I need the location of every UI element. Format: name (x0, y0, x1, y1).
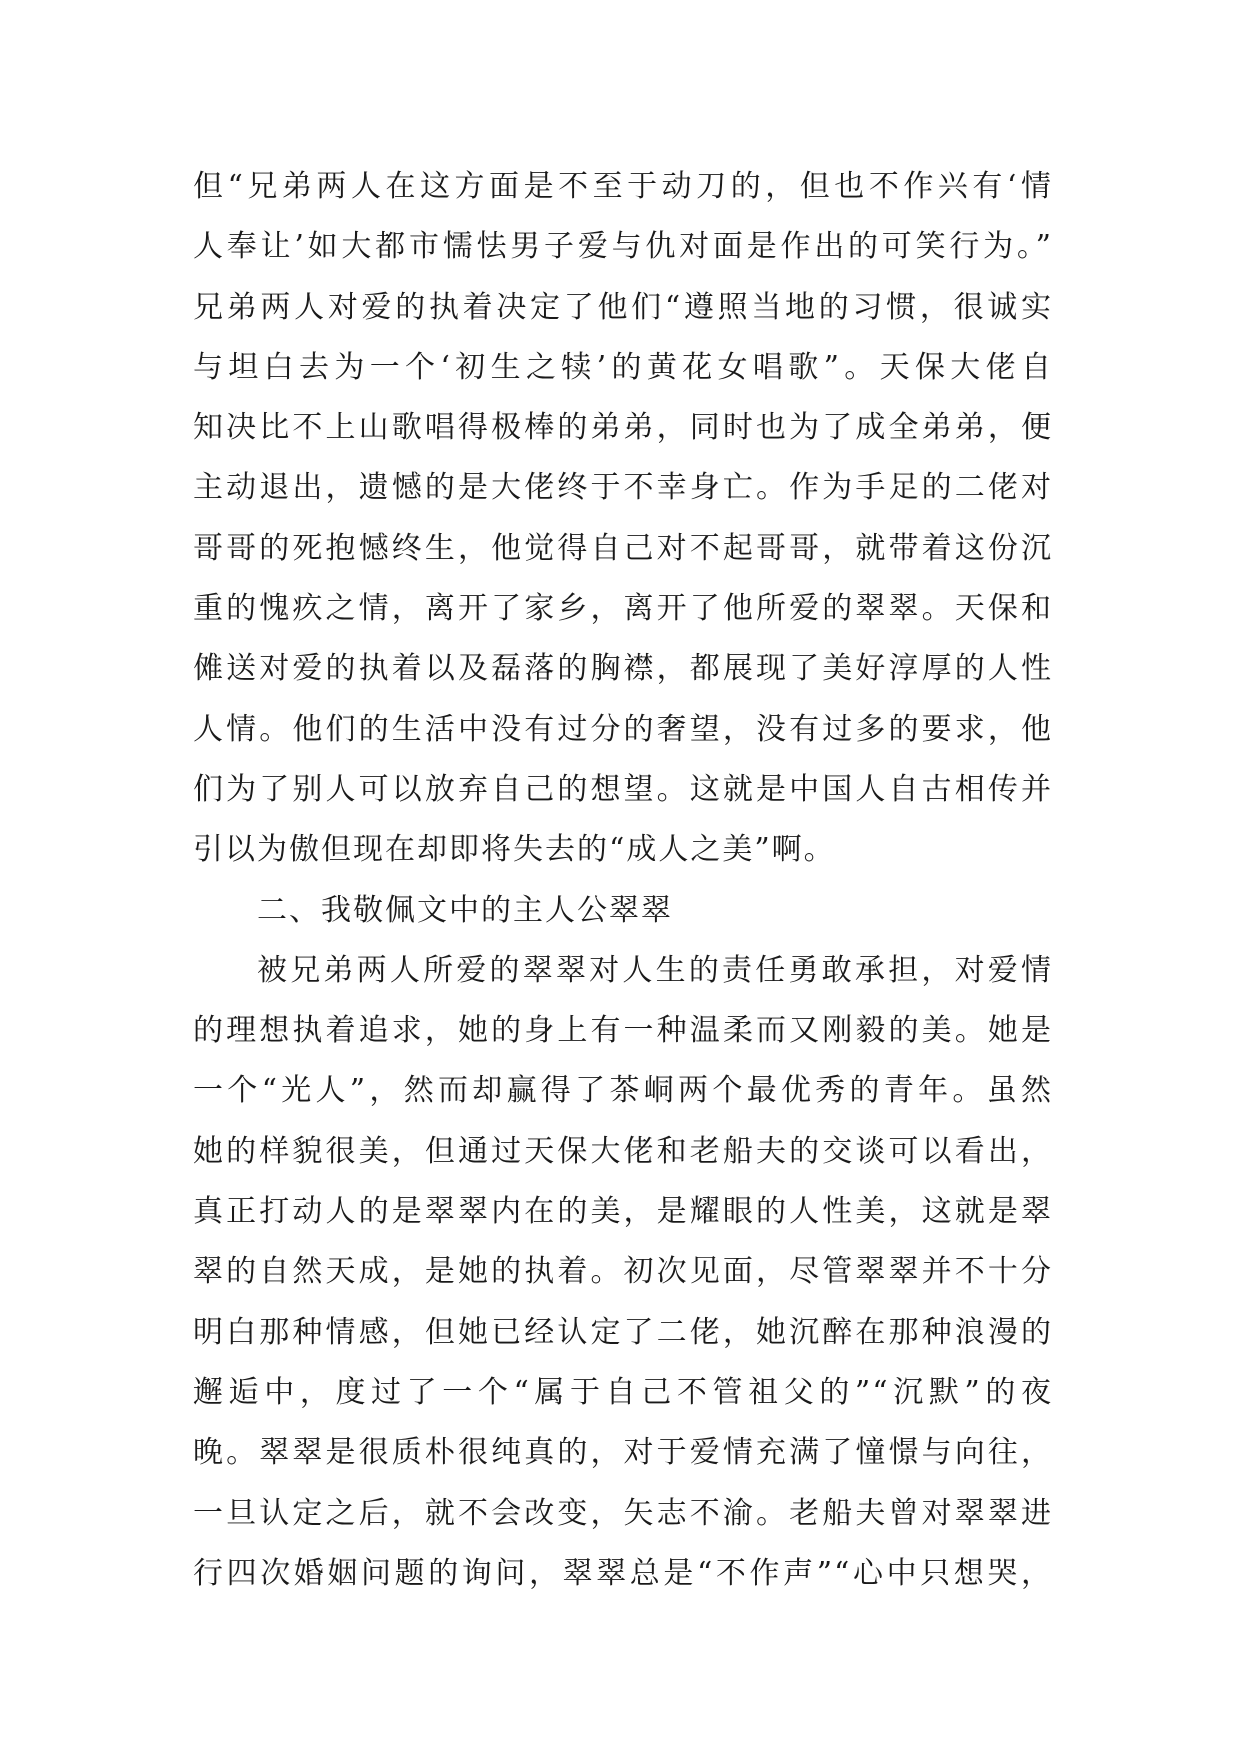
text-line: 一个“光人”，然而却赢得了茶峒两个最优秀的青年。虽然 (193, 1073, 1053, 1109)
text-line: 行四次婚姻问题的询问，翠翠总是“不作声”“心中只想哭， (193, 1555, 1053, 1591)
text-line: 邂逅中，度过了一个“属于自己不管祖父的”“沉默”的夜 (193, 1374, 1053, 1410)
text-line: 哥哥的死抱憾终生，他觉得自己对不起哥哥，就带着这份沉 (193, 530, 1053, 566)
text-line: 主动退出，遗憾的是大佬终于不幸身亡。作为手足的二佬对 (193, 470, 1053, 506)
text-line: 明白那种情感，但她已经认定了二佬，她沉醉在那种浪漫的 (193, 1314, 1053, 1350)
text-line: 真正打动人的是翠翠内在的美，是耀眼的人性美，这就是翠 (193, 1194, 1053, 1230)
text-line: 翠的自然天成，是她的执着。初次见面，尽管翠翠并不十分 (193, 1254, 1053, 1290)
document-body (193, 157, 1053, 1604)
text-line: 兄弟两人对爱的执着决定了他们“遵照当地的习惯，很诚实 (193, 289, 1053, 325)
text-line: 一旦认定之后，就不会改变，矢志不渝。老船夫曾对翠翠进 (193, 1495, 1053, 1531)
text-line: 人奉让’如大都市懦怯男子爱与仇对面是作出的可笑行为。” (193, 229, 1053, 265)
text-line: 被兄弟两人所爱的翠翠对人生的责任勇敢承担，对爱情 (257, 952, 1053, 988)
text-line: 的理想执着追求，她的身上有一种温柔而又刚毅的美。她是 (193, 1013, 1053, 1049)
text-line: 傩送对爱的执着以及磊落的胸襟，都展现了美好淳厚的人性 (193, 651, 1053, 687)
text-line: 引以为傲但现在却即将失去的“成人之美”啊。 (193, 832, 836, 868)
text-line: 知决比不上山歌唱得极棒的弟弟，同时也为了成全弟弟，便 (193, 410, 1053, 446)
text-line: 们为了别人可以放弃自己的想望。这就是中国人自古相传并 (193, 771, 1053, 807)
paragraph-2 (193, 941, 1053, 1604)
text-line: 但“兄弟两人在这方面是不至于动刀的，但也不作兴有‘情 (193, 169, 1053, 204)
text-line: 她的样貌很美，但通过天保大佬和老船夫的交谈可以看出， (193, 1133, 1053, 1169)
text-line: 晚。翠翠是很质朴很纯真的，对于爱情充满了憧憬与向往， (193, 1435, 1053, 1471)
text-line: 重的愧疚之情，离开了家乡，离开了他所爱的翠翠。天保和 (193, 591, 1053, 627)
paragraph-1 (193, 157, 1053, 881)
text-line: 人情。他们的生活中没有过分的奢望，没有过多的要求，他 (193, 711, 1053, 747)
section-heading (193, 881, 1053, 941)
text-line: 与坦白去为一个‘初生之犊’的黄花女唱歌”。天保大佬自 (193, 349, 1053, 385)
heading-text: 二、我敬佩文中的主人公翠翠 (257, 892, 673, 928)
